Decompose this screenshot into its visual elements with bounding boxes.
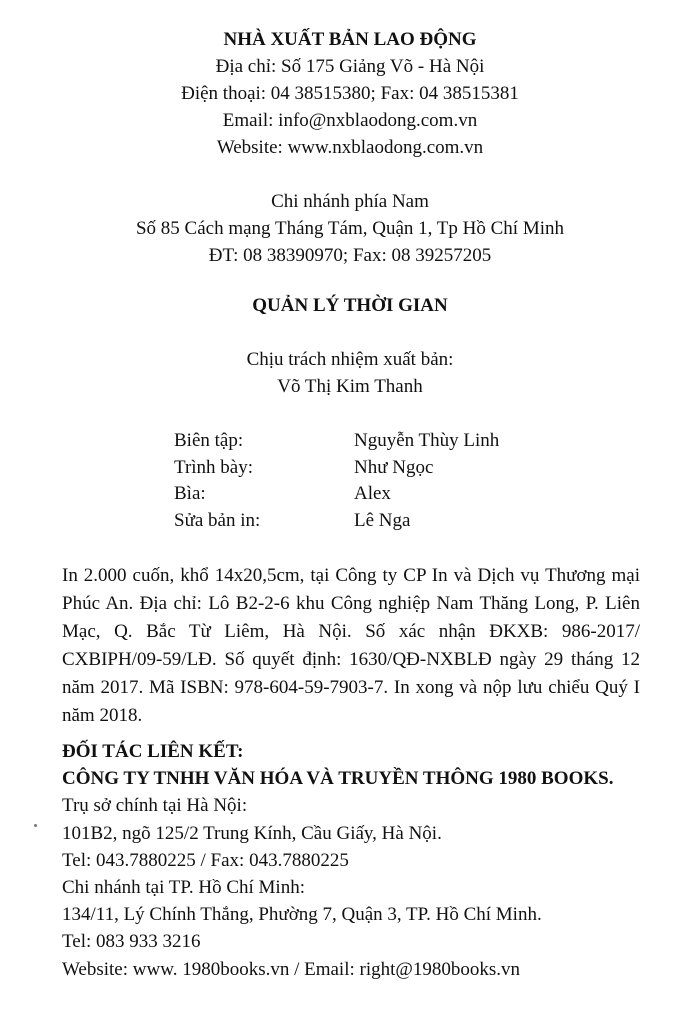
publisher-website: Website: www.nxblaodong.com.vn [216,137,484,158]
partner-block [62,738,662,983]
credit-row-editor [174,428,499,455]
responsible-name: Võ Thị Kim Thanh [277,376,423,397]
partner-heading: ĐỐI TÁC LIÊN KẾT: [62,741,244,762]
credit-name: Nguyễn Thùy Linh [354,430,500,451]
partner-hcm-phone: Tel: 083 933 3216 [62,931,201,953]
book-title: QUẢN LÝ THỜI GIAN [252,295,448,316]
partner-web-email: Website: www. 1980books.vn / Email: right@1980books.vn [62,958,521,980]
credit-row-layout [174,455,499,482]
branch-block [0,188,700,269]
branch-address: Số 85 Cách mạng Tháng Tám, Quận 1, Tp Hồ Chí Minh [135,218,564,239]
print-info-text: In 2.000 cuốn, khổ 14x20,5cm, tại Công ty CP In và Dịch vụ Thương mại Phúc An. Địa chỉ: Lô B2-2-6 khu Công nghiệp Nam Thăng Long, P. Liên Mạc, Q. Bắc Từ Liêm, Hà Nội. Số xác nhận ĐKXB: 986-2017/ CXBIPH/09-59/LĐ. Số quyết định: 1630/QĐ-NXBLĐ ngày 29 tháng 12 năm 2017. Mã ISBN: 978-604-59-7903-7. In xong và nộp lưu chiểu Quý I năm 2018. [62,565,640,726]
credits-list [174,428,499,534]
credit-role: Trình bày: [174,456,254,478]
partner-company: CÔNG TY TNHH VĂN HÓA VÀ TRUYỀN THÔNG 1980 BOOKS. [62,768,614,790]
partner-hq-label: Trụ sở chính tại Hà Nội: [62,795,248,817]
credit-name: Lê Nga [354,509,411,531]
credit-row-proofreader [174,508,499,535]
partner-hcm-label: Chi nhánh tại TP. Hồ Chí Minh: [62,877,305,899]
publisher-phone: Điện thoại: 04 38515380; Fax: 04 38515381 [181,83,519,104]
partner-hcm-address: 134/11, Lý Chính Thắng, Phường 7, Quận 3, TP. Hồ Chí Minh. [62,904,542,926]
credit-name: Alex [354,483,391,504]
credit-role: Sửa bản in: [174,509,261,531]
credit-role: Biên tập: [174,430,244,451]
responsible-label: Chịu trách nhiệm xuất bản: [246,349,454,370]
responsible-block [0,346,700,400]
credit-row-cover [174,481,499,508]
publisher-block [0,26,700,161]
credit-role: Bìa: [174,483,206,504]
publisher-address: Địa chỉ: Số 175 Giảng Võ - Hà Nội [215,56,485,77]
branch-title: Chi nhánh phía Nam [271,191,429,212]
publisher-name: NHÀ XUẤT BẢN LAO ĐỘNG [223,29,477,50]
print-info-block [62,562,640,730]
credit-name: Như Ngọc [354,456,434,478]
partner-hq-address: 101B2, ngõ 125/2 Trung Kính, Cầu Giấy, Hà Nội. [62,822,442,844]
partner-hq-phone: Tel: 043.7880225 / Fax: 043.7880225 [62,849,349,871]
publisher-email: Email: info@nxblaodong.com.vn [222,110,478,131]
stray-dot [34,824,37,827]
branch-phone: ĐT: 08 38390970; Fax: 08 39257205 [208,245,492,266]
